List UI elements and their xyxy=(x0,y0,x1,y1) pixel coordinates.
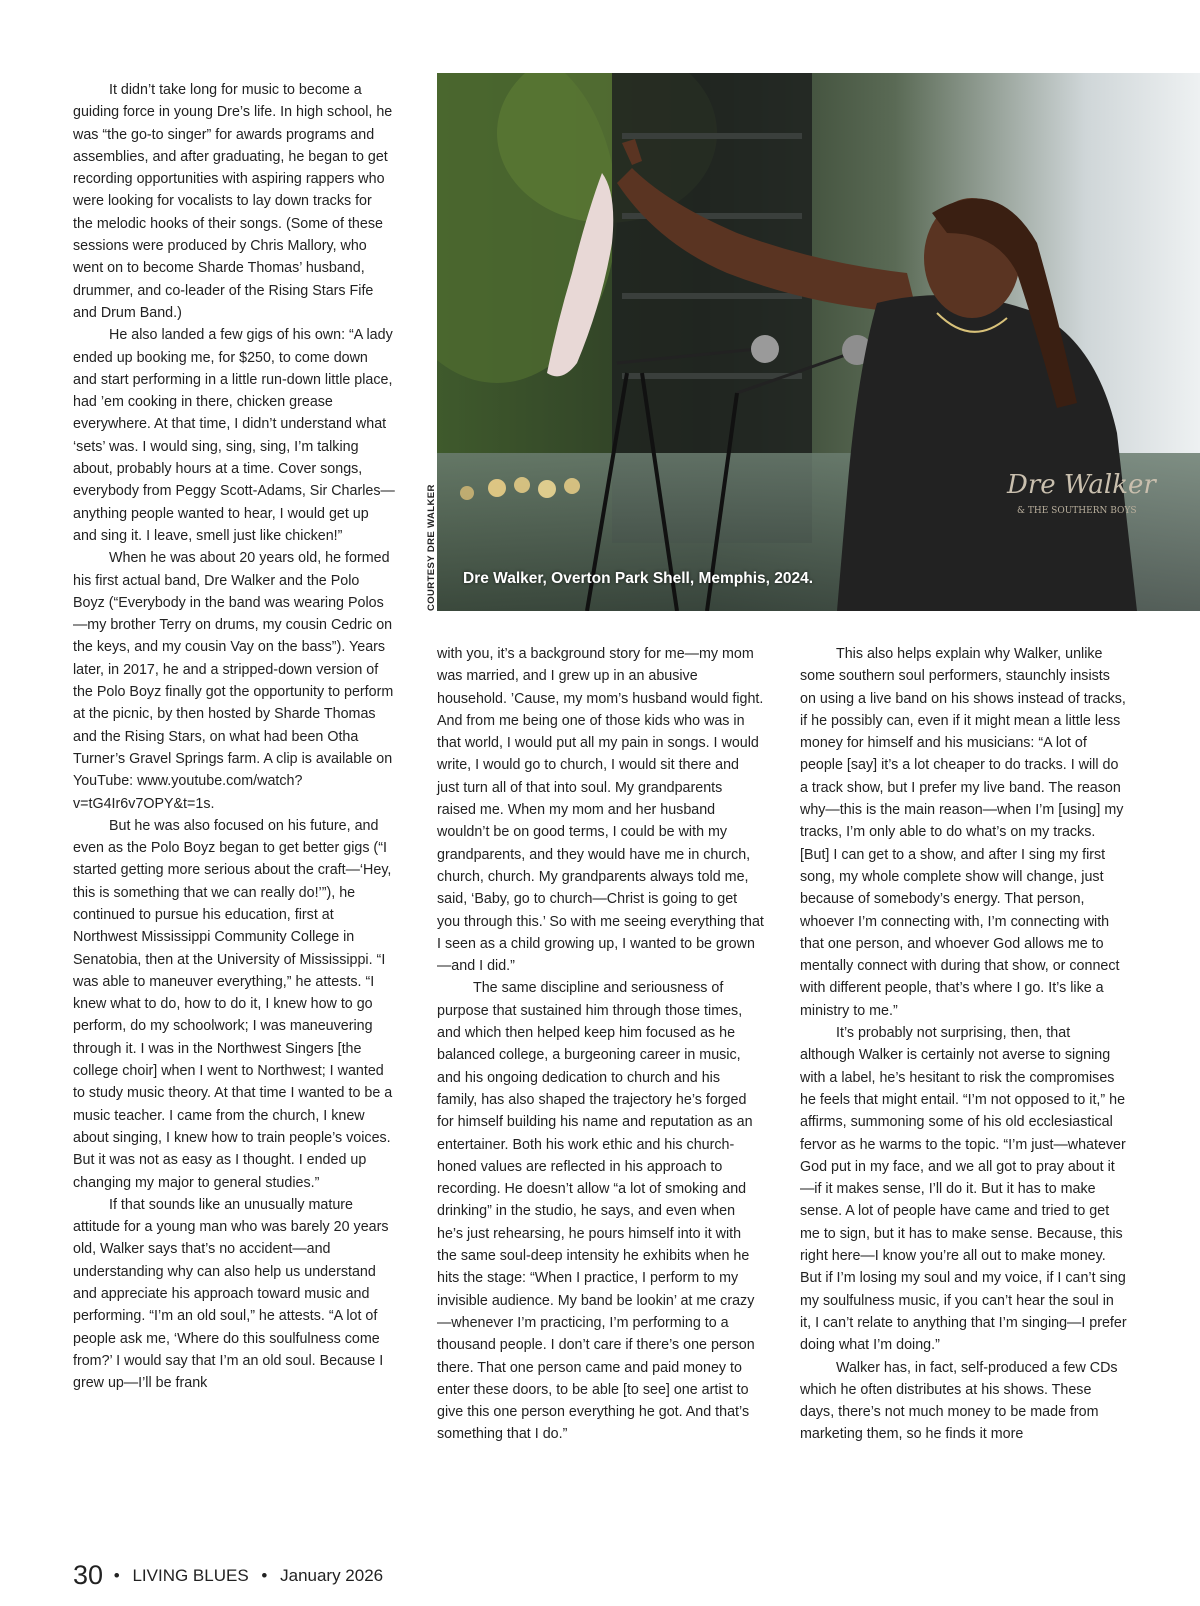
bullet-separator: • xyxy=(261,1566,268,1585)
photo-caption: Dre Walker, Overton Park Shell, Memphis, 2024. xyxy=(463,570,814,587)
paragraph: This also helps explain why Walker, unlike some southern soul performers, staunchly insists on using a live band on his shows instead of tracks, if he possibly can, even if it might mean a little less money for himself and his musicians: “A lot of people [say] it’s a lot cheaper to do tracks. I will do a track show, but I prefer my live band. The reason why—this is the main reason—when I’m [using] my tracks, I’m only able to do what’s on my tracks. [But] I can get to a show, and after I sing my first song, my whole complete show will change, just because of somebody’s energy. That person, whoever I’m connecting with, I’m connecting with that one person, and whoever God allows me to mentally connect with during that show, or connect with different people, that’s where I go. It’s like a ministry to me.” xyxy=(800,646,1126,1019)
paragraph: If that sounds like an unusually mature attitude for a young man who was barely 20 years old, Walker says that’s no accident—and understanding why can also help us understand and appreciate his approach toward music and performing. “I’m an old soul,” he attests. “A lot of people ask me, ‘Where do this soulfulness come from?’ I would say that I’m an old soul. Because I grew up—I’ll be frank xyxy=(73,1196,389,1392)
concert-photo xyxy=(437,73,1200,611)
shirt-subtext: & THE SOUTHERN BOYS xyxy=(1017,506,1137,516)
paragraph: with you, it’s a background story for me—my mom was married, and I grew up in an abusive household. ’Cause, my mom’s husband would fight. And from me being one of those kids who was in that world, I would put all my pain in songs. I would write, I would go to church, I would sit there and just turn all of that into soul. My grandparents raised me. When my mom and her husband wouldn’t be on good terms, I could be with my grandparents, and they would have me in church, church, church. My grandparents always told me, said, ‘Baby, go to church—Christ is going to get you through this.’ So with me seeing everything that I seen as a child growing up, I wanted to be grown—and I did.” xyxy=(437,646,764,975)
magazine-name: LIVING BLUES xyxy=(132,1566,249,1585)
paragraph: It didn’t take long for music to become a guiding force in young Dre’s life. In high school, he was “the go-to singer” for awards programs and assemblies, and after graduating, he began to get recording opportunities with aspiring rappers who were looking for vocalists to lay down tracks for the melodic hooks of their songs. (Some of these sessions were produced by Chris Mallory, who went on to become Sharde Thomas’ husband, drummer, and co-leader of the Rising Stars Fife and Drum Band.) xyxy=(73,82,393,321)
article-column-2 xyxy=(437,643,764,1446)
paragraph: Walker has, in fact, self-produced a few CDs which he often distributes at his shows. These days, there’s not much money to be made from marketing them, so he finds it more xyxy=(800,1359,1118,1443)
paragraph: The same discipline and seriousness of purpose that sustained him through those times, and which then helped keep him focused as he balanced college, a burgeoning career in music, and his ongoing dedication to church and his family, has also shaped the trajectory he’s forged for himself building his name and reputation as an entertainer. Both his work ethic and his church-honed values are reflected in his approach to recording. He doesn’t allow “a lot of smoking and drinking” in the studio, he says, and even when he’s just rehearsing, he pours himself into it with the same soul-deep intensity he exhibits when he hits the stage: “When I practice, I perform to my invisible audience. My band be lookin’ at me crazy—whenever I’m practicing, I’m performing to a thousand people. I don’t care if there’s one person there. That one person came and paid money to enter these doors, to be able [to see] one artist to give this one person everything he got. And that’s something that I do.” xyxy=(437,980,755,1443)
paragraph: It’s probably not surprising, then, that although Walker is certainly not averse to signing with a label, he’s hesitant to risk the compromises he feels that might entail. “I’m not opposed to it,” he affirms, summoning some of his old ecclesiastical fervor as he warms to the topic. “I’m just—whatever God put in my face, and we all got to pray about it—if it makes sense, I’ll do it. But it has to make sense. A lot of people have came and tried to get me to sign, but it has to make sense. Because, this right here—I know you’re all out to make money. But if I’m losing my soul and my voice, if I can’t sing my soulfulness music, if you can’t hear the soul in it, I can’t relate to anything that I’m singing—I prefer doing what I’m doing.” xyxy=(800,1025,1127,1354)
page-footer xyxy=(73,1560,391,1591)
photo-credit: COURTESY DRE WALKER xyxy=(426,484,437,611)
shirt-text: Dre Walker xyxy=(1007,470,1156,500)
article-column-1 xyxy=(73,79,395,1395)
issue-date: January 2026 xyxy=(280,1566,384,1585)
paragraph: He also landed a few gigs of his own: “A lady ended up booking me, for $250, to come down and start performing in a little run-down little place, had ’em cooking in there, chicken grease everywhere. At that time, I didn’t understand what ‘sets’ was. I would sing, sing, sing, I’m talking about, probably hours at a time. Cover songs, everybody from Peggy Scott-Adams, Sir Charles—anything people wanted to hear, I would get up and sing it. I leave, smell just like chicken!” xyxy=(73,327,395,544)
bullet-separator: • xyxy=(113,1566,120,1585)
page-number: 30 xyxy=(73,1560,104,1590)
paragraph: When he was about 20 years old, he formed his first actual band, Dre Walker and the Polo Boyz (“Everybody in the band was wearing Polos—my brother Terry on drums, my cousin Cedric on the keys, and my cousin Vay on the bass”). Years later, in 2017, he and a stripped-down version of the Polo Boyz finally got the opportunity to perform at the picnic, by then hosted by Sharde Thomas and the Rising Stars, on what had been Otha Turner’s Gravel Springs farm. A clip is available on YouTube: www.youtube.com/watch?v=tG4Ir6v7OPY&t=1s. xyxy=(73,550,394,812)
article-column-3 xyxy=(800,643,1127,1446)
paragraph: But he was also focused on his future, and even as the Polo Boyz began to get better gigs (“I started getting more serious about the craft—‘Hey, this is something that we can really do!’”), he continued to pursue his education, first at Northwest Mississippi Community College in Senatobia, then at the University of Mississippi. “I was able to maneuver everything,” he attests. “I knew what to do, how to do it, I knew how to go perform, do my schoolwork; I was maneuvering through it. I was in the Northwest Singers [the college choir] when I went to Northwest; I wanted to study music theory. At that time I wanted to be a music teacher. I came from the church, I knew about singing, I knew how to train people’s voices. But it was not as easy as I thought. I ended up changing my major to general studies.” xyxy=(73,817,393,1191)
